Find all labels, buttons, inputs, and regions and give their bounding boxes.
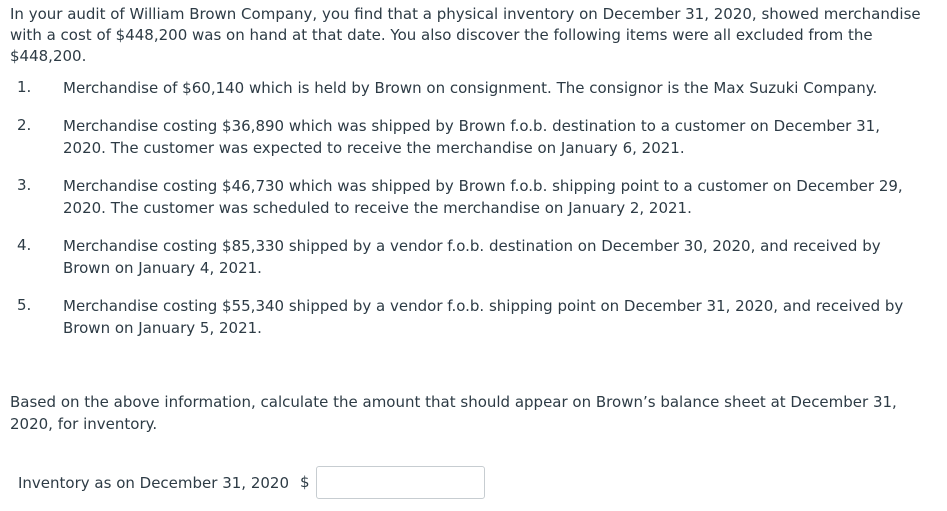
problem-intro: In your audit of William Brown Company, you find that a physical inventory on December 31, 2020, showed merchandise with a cost of $448,200 was on hand at that date. You also discover the following items were all excluded from the $448,200. bbox=[10, 5, 921, 65]
list-item-number: 4. bbox=[17, 236, 32, 254]
dollar-sign: $ bbox=[300, 473, 310, 491]
list-item-text: Merchandise costing $46,730 which was shipped by Brown f.o.b. shipping point to a customer on December 29, 2020. The customer was scheduled to receive the merchandise on January 2, 2021. bbox=[63, 177, 903, 217]
list-item-text: Merchandise costing $85,330 shipped by a vendor f.o.b. destination on December 30, 2020, and received by Brown on January 4, 2021. bbox=[63, 237, 881, 277]
list-item-text: Merchandise costing $55,340 shipped by a vendor f.o.b. shipping point on December 31, 2020, and received by Brown on January 5, 2021. bbox=[63, 297, 904, 337]
list-item-number: 1. bbox=[17, 78, 32, 96]
list-item-number: 5. bbox=[17, 296, 32, 314]
list-item-text: Merchandise costing $36,890 which was shipped by Brown f.o.b. destination to a customer on December 31, 2020. The customer was expected to receive the merchandise on January 6, 2021. bbox=[63, 117, 880, 157]
list-item-text: Merchandise of $60,140 which is held by Brown on consignment. The consignor is the Max Suzuki Company. bbox=[63, 79, 878, 97]
list-item-number: 2. bbox=[17, 116, 32, 134]
inventory-amount-input[interactable] bbox=[316, 466, 485, 499]
inventory-answer-label: Inventory as on December 31, 2020 bbox=[18, 474, 289, 492]
list-item-number: 3. bbox=[17, 176, 32, 194]
question-text: Based on the above information, calculate the amount that should appear on Brown’s balance sheet at December 31, 2020, for inventory. bbox=[10, 393, 897, 433]
